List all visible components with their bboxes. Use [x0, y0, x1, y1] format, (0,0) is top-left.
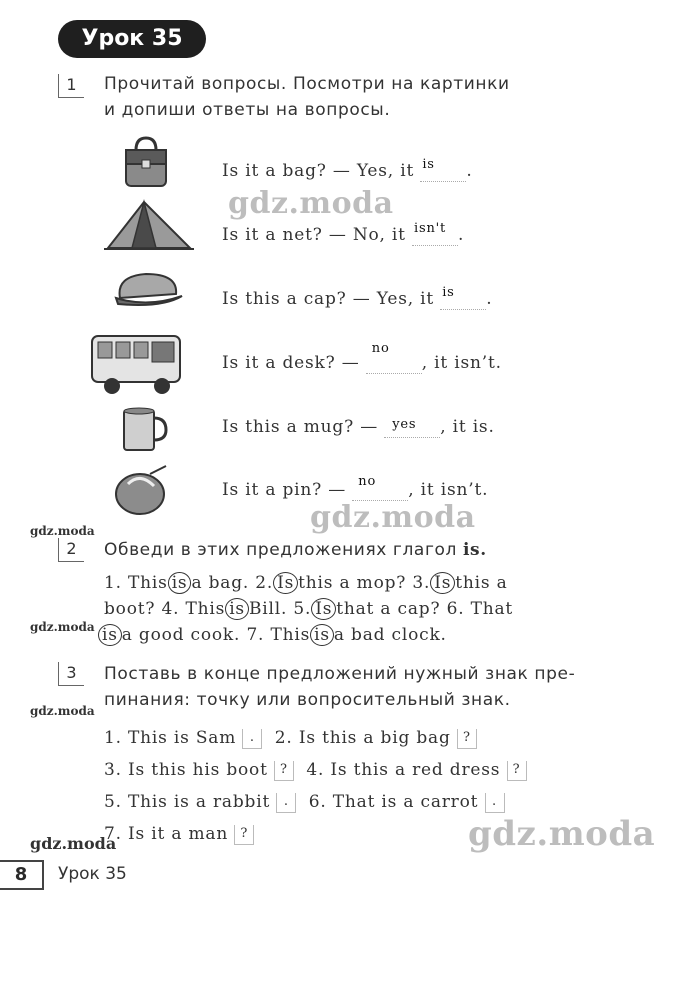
mug-icon — [118, 404, 168, 454]
circled-is[interactable]: Is — [430, 572, 455, 594]
task1-instruction-line2: и допиши ответы на вопросы. — [104, 100, 391, 120]
circled-is[interactable]: is — [225, 598, 249, 620]
task2-number: 2 — [58, 538, 84, 562]
pin-icon — [110, 464, 172, 520]
watermark: gdz.moda — [228, 186, 394, 221]
answer-field-1[interactable]: is — [420, 161, 466, 182]
task3-instruction-line2: пинания: точку или вопросительный знак. — [104, 690, 511, 710]
bag-icon — [118, 134, 174, 190]
task2-line-1: 1. This is a bag. 2. Is this a mop? 3. Is this a — [104, 573, 508, 593]
task1-row-3: Is this a cap? — Yes, it is . — [222, 285, 493, 309]
task2-line-3: is a good cook. 7. This is a bad clock. — [98, 624, 447, 646]
task1-row-5: Is this a mug? — yes , it is. — [222, 417, 495, 437]
watermark: gdz.moda — [30, 834, 117, 853]
lesson-title-pill: Урок 35 — [58, 20, 206, 58]
answer-field-5[interactable]: yes — [384, 417, 440, 438]
page-number: 8 — [0, 860, 44, 890]
task3-instruction-line1: Поставь в конце предложений нужный знак пре- — [104, 664, 576, 684]
answer-field-4[interactable]: no — [366, 353, 422, 374]
watermark: gdz.moda — [30, 524, 95, 538]
circled-is[interactable]: Is — [311, 598, 336, 620]
punctuation-box[interactable]: ? — [507, 761, 527, 781]
circled-is[interactable]: is — [310, 624, 334, 646]
punctuation-box[interactable]: . — [242, 729, 262, 749]
task3-number: 3 — [58, 662, 84, 686]
answer-field-6[interactable]: no — [352, 480, 408, 501]
task1-row-4: Is it a desk? — no , it isn’t. — [222, 341, 502, 373]
task1-row-1: Is it a bag? — Yes, it is . — [222, 157, 473, 181]
answer-field-3[interactable]: is — [440, 289, 486, 310]
task2-line-2: boot? 4. This is Bill. 5. Is that a cap? 6. That — [104, 599, 514, 619]
watermark: gdz.moda — [468, 814, 656, 854]
punctuation-box[interactable]: ? — [457, 729, 477, 749]
circled-is[interactable]: Is — [273, 572, 298, 594]
watermark: gdz.moda — [310, 500, 476, 535]
tent-icon — [104, 196, 194, 252]
task2-instruction: Обведи в этих предложениях глагол is. — [104, 540, 487, 560]
circled-is[interactable]: is — [98, 624, 122, 646]
task1-instruction-line1: Прочитай вопросы. Посмотри на картинки — [104, 74, 510, 94]
punctuation-box[interactable]: ? — [274, 761, 294, 781]
circled-is[interactable]: is — [168, 572, 192, 594]
bus-icon — [88, 330, 186, 396]
watermark: gdz.moda — [30, 620, 95, 634]
task3-line-3: 5. This is a rabbit . 6. That is a carrot . — [104, 792, 505, 813]
punctuation-box[interactable]: ? — [234, 825, 254, 845]
task1-row-2: Is it a net? — No, it isn't . — [222, 221, 465, 245]
cap-icon — [112, 268, 184, 312]
answer-field-2[interactable]: isn't — [412, 225, 458, 246]
punctuation-box[interactable]: . — [276, 793, 296, 813]
footer-lesson-label: Урок 35 — [58, 864, 127, 884]
task1-number: 1 — [58, 74, 84, 98]
task3-line-1: 1. This is Sam . 2. Is this a big bag ? — [104, 728, 477, 749]
punctuation-box[interactable]: . — [485, 793, 505, 813]
task1-row-6: Is it a pin? — no , it isn’t. — [222, 474, 489, 500]
task3-line-2: 3. Is this his boot ? 4. Is this a red dress ? — [104, 760, 527, 781]
task3-line-4: 7. Is it a man ? — [104, 824, 254, 845]
watermark: gdz.moda — [30, 704, 95, 718]
